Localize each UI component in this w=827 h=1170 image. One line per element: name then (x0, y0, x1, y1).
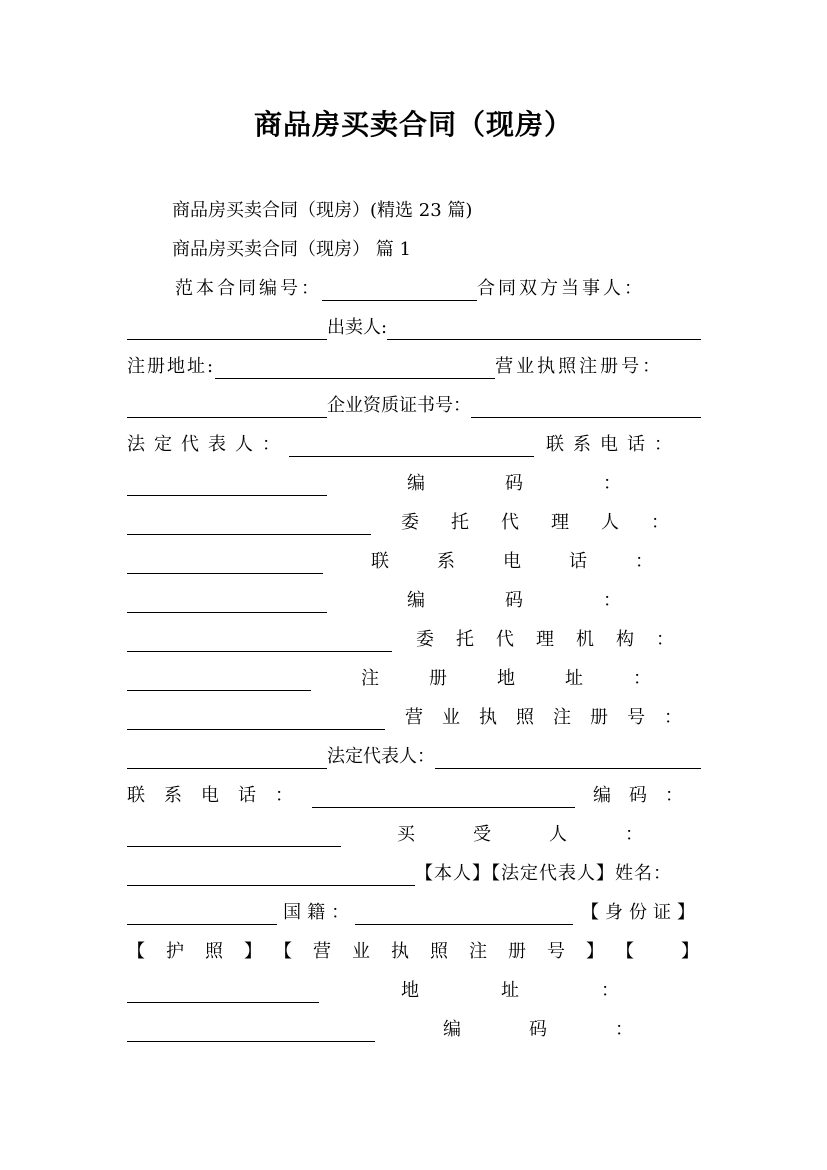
contract-line-8 (127, 550, 701, 574)
contract-line-6 (127, 472, 701, 496)
contract-line-14 (127, 784, 701, 808)
address-label: 地址： (401, 980, 701, 1001)
contract-line-12 (127, 706, 701, 730)
buyer-postcode-label: 编码： (443, 1019, 701, 1040)
contract-line-10 (127, 628, 701, 652)
nationality-blank[interactable] (355, 906, 573, 925)
parties-label: 合同双方当事人： (477, 278, 645, 299)
contract-line-18 (127, 940, 701, 964)
section-heading: 商品房买卖合同（现房） 篇 1 (172, 239, 411, 260)
nationality-label: 国籍： (283, 902, 356, 923)
org-phone-label: 联系电话： (127, 785, 312, 806)
passport-label: 【护照】【营业执照注册号】【 (127, 941, 655, 962)
agent-blank[interactable] (127, 555, 323, 574)
document-title: 商品房买卖合同（现房） (253, 108, 573, 141)
contract-line-7 (127, 511, 701, 535)
address-blank[interactable] (127, 1023, 375, 1042)
org-legal-rep-blank[interactable] (435, 750, 701, 769)
agent-postcode-blank[interactable] (127, 633, 392, 652)
agent-org-label: 委托代理机构： (416, 629, 696, 650)
org-license-blank[interactable] (127, 750, 327, 769)
seller-blank[interactable] (387, 321, 701, 340)
agent-label: 委托代理人： (401, 512, 701, 533)
buyer-blank[interactable] (127, 867, 415, 886)
reg-address-blank[interactable] (215, 360, 495, 379)
contract-no-blank[interactable] (322, 282, 477, 301)
phone-blank[interactable] (127, 477, 327, 496)
contract-line-20 (127, 1018, 701, 1042)
contract-line-17 (127, 901, 701, 925)
id-number-blank[interactable] (127, 984, 319, 1003)
contract-line-1 (175, 277, 695, 301)
org-postcode-label: 编码： (593, 785, 701, 806)
id-card-label: 【身份证】 (581, 902, 701, 923)
document-subtitle: 商品房买卖合同（现房）(精选 23 篇) (172, 200, 473, 221)
contract-line-4 (127, 394, 701, 418)
org-license-label: 营业执照注册号： (405, 707, 701, 728)
org-postcode-blank[interactable] (127, 828, 341, 847)
agent-phone-label: 联系电话： (371, 551, 701, 572)
qualification-blank[interactable] (471, 399, 701, 418)
agent-phone-blank[interactable] (127, 594, 327, 613)
postcode-label: 编码： (407, 473, 701, 494)
business-license-label: 营业执照注册号： (495, 356, 664, 377)
agent-postcode-label: 编码： (407, 590, 701, 611)
org-phone-blank[interactable] (312, 789, 575, 808)
contract-line-16 (127, 862, 701, 886)
contract-line-5 (127, 433, 701, 457)
reg-address-label: 注册地址: (127, 356, 216, 377)
contract-line-15 (127, 823, 701, 847)
phone-label: 联系电话： (546, 434, 681, 455)
buyer-label: 买受人： (397, 824, 701, 845)
name-blank[interactable] (127, 906, 277, 925)
agent-org-blank[interactable] (127, 672, 311, 691)
license-blank[interactable] (127, 399, 327, 418)
contract-line-3 (127, 355, 701, 379)
contract-line-13 (127, 745, 701, 769)
postcode-blank[interactable] (127, 516, 371, 535)
self-rep-label: 【本人】【法定代表人】姓名： (415, 863, 672, 884)
org-address-blank[interactable] (127, 711, 385, 730)
seller-label: 出卖人: (327, 317, 388, 338)
org-address-label: 注册地址： (361, 668, 701, 689)
qualification-label: 企业资质证书号： (327, 395, 471, 416)
contract-no-label: 范本合同编号： (175, 278, 322, 299)
contract-line-11 (127, 667, 701, 691)
contract-line-9 (127, 589, 701, 613)
contract-line-2 (127, 316, 701, 340)
contract-line-19 (127, 979, 701, 1003)
bracket-close: 】 (681, 941, 699, 962)
org-legal-rep-label: 法定代表人： (327, 746, 435, 767)
legal-rep-label: 法定代表人： (127, 434, 289, 455)
parties-blank[interactable] (127, 321, 327, 340)
legal-rep-blank[interactable] (289, 438, 534, 457)
